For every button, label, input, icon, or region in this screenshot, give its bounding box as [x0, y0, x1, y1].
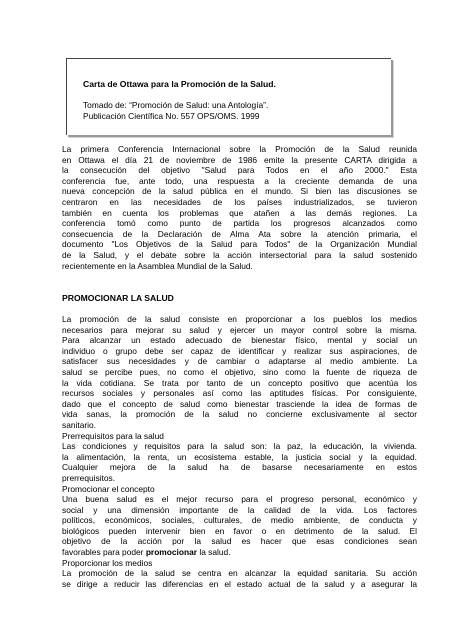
text-line: recientemente en la Asamblea Mundial de la Salud. [62, 260, 253, 271]
text-line: sanitario. [62, 419, 96, 430]
text-line: nueva concepción de la salud pública en el mundo. Si bien las discusiones se [62, 186, 417, 197]
text-line: satisfacer sus necesidades y de cambiar o adaptarse al medio ambiente. La [62, 356, 417, 367]
text-line: prerrequisitos. [62, 472, 116, 483]
section-body [62, 314, 417, 589]
section-heading: PROMOCIONAR LA SALUD [62, 293, 174, 303]
text-line: consecuencia de la Declaración de Alma Ata sobre la atención primaria, el [62, 228, 417, 239]
text-line: la alimentación, la renta, un ecosistema estable, la justicia social y la equidad. [62, 451, 417, 462]
text-line: La promoción de la salud se centra en alcanzar la equidad sanitaria. Su acción [62, 568, 417, 579]
document-title: Carta de Ottawa para la Promoción de la Salud. [83, 79, 276, 89]
text-line: en Ottawa el día 21 de noviembre de 1986 emite la presente CARTA dirigida a [62, 154, 417, 165]
text-line: Cualquier mejora de la salud ha de basarse necesariamente en estos [62, 462, 417, 473]
bold-word: promocionar [145, 547, 197, 558]
text-line: documento "Los Objetivos de la Salud para Todos" de la Organización Mundial [62, 239, 417, 250]
text-line: Las condiciones y requisitos para la salud son: la paz, la educación, la vivienda. [62, 441, 417, 452]
text-line: La promoción de la salud consiste en proporcionar a los pueblos los medios [62, 314, 417, 324]
text-line: también en cuenta los problemas que atañen a las demás regiones. La [62, 207, 417, 218]
text-line: vida sanas, la promoción de la salud no concierne exclusivamente al sector [62, 409, 417, 420]
text-line-with-bold [62, 547, 417, 558]
text-line: biológicos pueden intervenir bien en favor o en detrimento de la salud. El [62, 525, 417, 536]
subheading-line: Promocionar el concepto [62, 483, 155, 494]
text-line: conferencia tomó como punto de partida los progresos alcanzados como [62, 218, 417, 229]
text-line: recursos sociales y personales así como las aptitudes físicas. Por consiguiente, [62, 388, 417, 399]
text-line: salud se percibe pues, no como el objetivo, sino como la fuente de riqueza de [62, 366, 417, 377]
header-box [66, 58, 391, 135]
text-line: la vida cotidiana. Se trata por tanto de un concepto positivo que acentúa los [62, 377, 417, 388]
text-line: necesarios para mejorar su salud y ejercer un mayor control sobre la misma. [62, 324, 417, 335]
text-line: dado que el concepto de salud como bienestar trasciende la idea de formas de [62, 398, 417, 409]
subheading-line: Prerrequisitos para la salud [62, 430, 164, 441]
text-line: La primera Conferencia Internacional sobre la Promoción de la Salud reunida [62, 144, 417, 154]
text-line: centraron en las necesidades de los países industrializados, se tuvieron [62, 196, 417, 207]
text-line: individuo o grupo debe ser capaz de identificar y realizar sus aspiraciones, de [62, 345, 417, 356]
text-line: políticos, económicos, sociales, culturales, de medio ambiente, de conducta y [62, 515, 417, 526]
source-line: Tomado de: “Promoción de Salud: una Antología”. [83, 100, 269, 110]
text-line: Para alcanzar un estado adecuado de bienestar físico, mental y social un [62, 335, 417, 346]
text-line: de la Salud, y el debate sobre la acción intersectorial para la salud sostenido [62, 249, 417, 260]
source-citation [83, 100, 268, 121]
text-segment: favorables para poder [62, 547, 146, 558]
text-line: objetivo de la acción por la salud es hacer que esas condiciones sean [62, 536, 417, 547]
text-line: la consecución del objetivo "Salud para Todos en el año 2000." Esta [62, 165, 417, 176]
source-line: Publicación Científica No. 557 OPS/OMS. 1999 [83, 110, 260, 121]
text-line: Una buena salud es el mejor recurso para el progreso personal, económico y [62, 494, 417, 505]
subheading-line: Proporcionar los medios [62, 557, 153, 568]
text-line: conferencia fue, ante todo, una respuesta a la creciente demanda de una [62, 175, 417, 186]
text-segment: la salud. [197, 547, 231, 558]
intro-paragraph [62, 144, 417, 271]
text-line: social y una dimensión importante de la calidad de la vida. Los factores [62, 504, 417, 515]
text-line: se dirige a reducir las diferencias en el estado actual de la salud y a asegurar la [62, 578, 417, 589]
